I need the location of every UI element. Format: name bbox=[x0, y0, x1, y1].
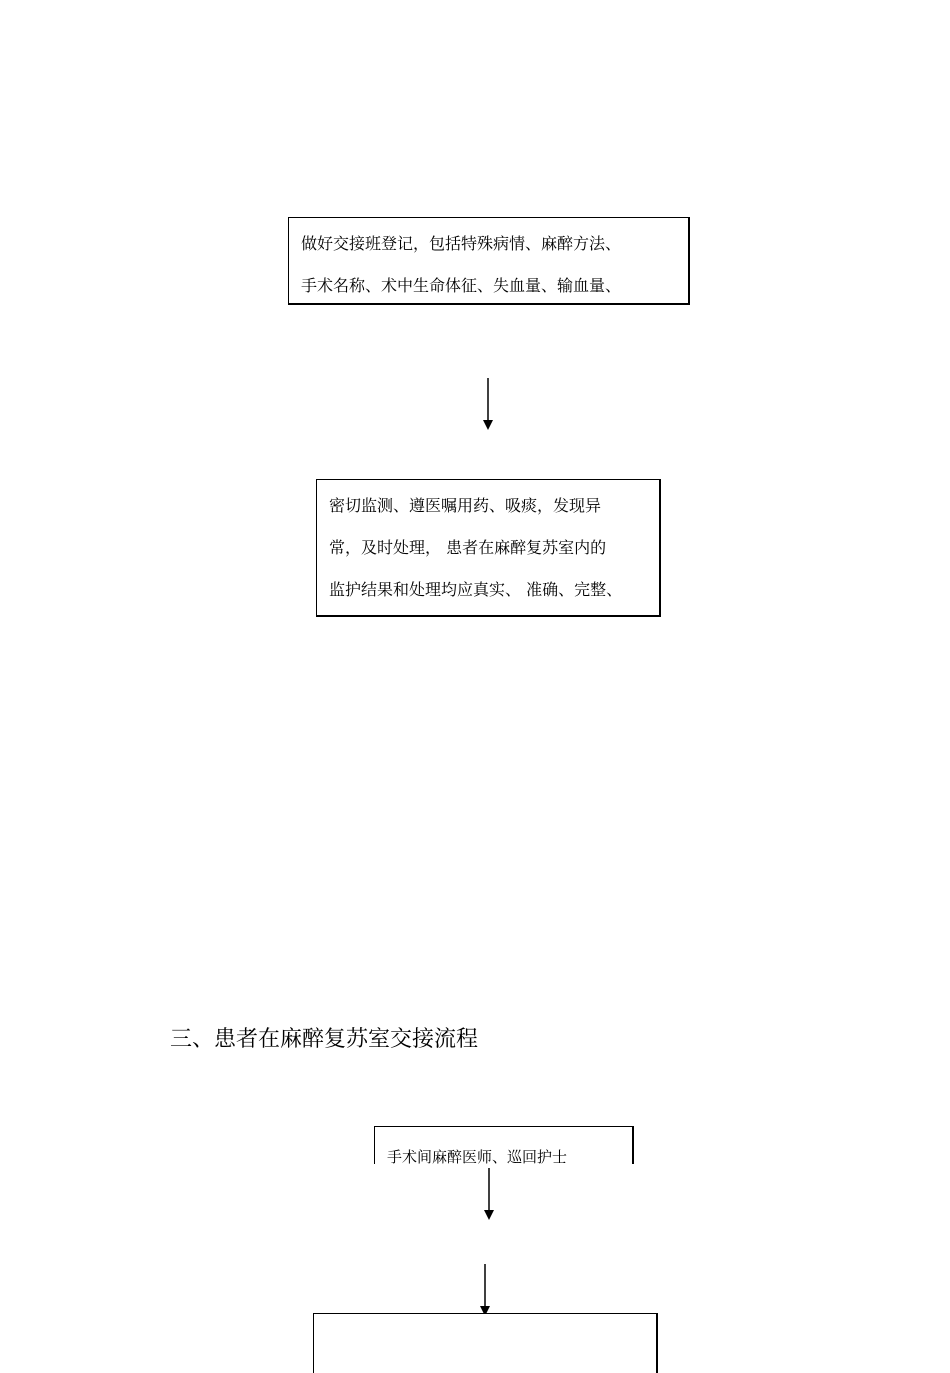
box-text-line: 做好交接班登记，包括特殊病情、麻醉方法、 bbox=[301, 234, 622, 253]
box-text-line: 监护结果和处理均应真实、 准确、完整、 bbox=[329, 580, 623, 599]
box-text-line: 手术名称、术中生命体征、失血量、输血量、 bbox=[301, 276, 622, 295]
box-text-line: 密切监测、遵医嘱用药、吸痰，发现异 bbox=[329, 496, 602, 515]
box-text-line: 常，及时处理， 患者在麻醉复苏室内的 bbox=[329, 538, 607, 557]
flowchart-box-handover-record bbox=[288, 217, 690, 305]
flow-arrow-down bbox=[480, 378, 496, 432]
box-text-line: 手术间麻醉医师、巡回护士 bbox=[387, 1148, 568, 1164]
flowchart-box-bottom bbox=[313, 1313, 658, 1373]
flowchart-box-monitoring bbox=[316, 479, 661, 617]
flow-arrow-down bbox=[481, 1168, 497, 1222]
section-heading: 三、患者在麻醉复苏室交接流程 bbox=[170, 1027, 479, 1052]
flow-arrow-down bbox=[477, 1264, 493, 1318]
flowchart-box-anesthesiologist-nurse bbox=[374, 1126, 634, 1164]
